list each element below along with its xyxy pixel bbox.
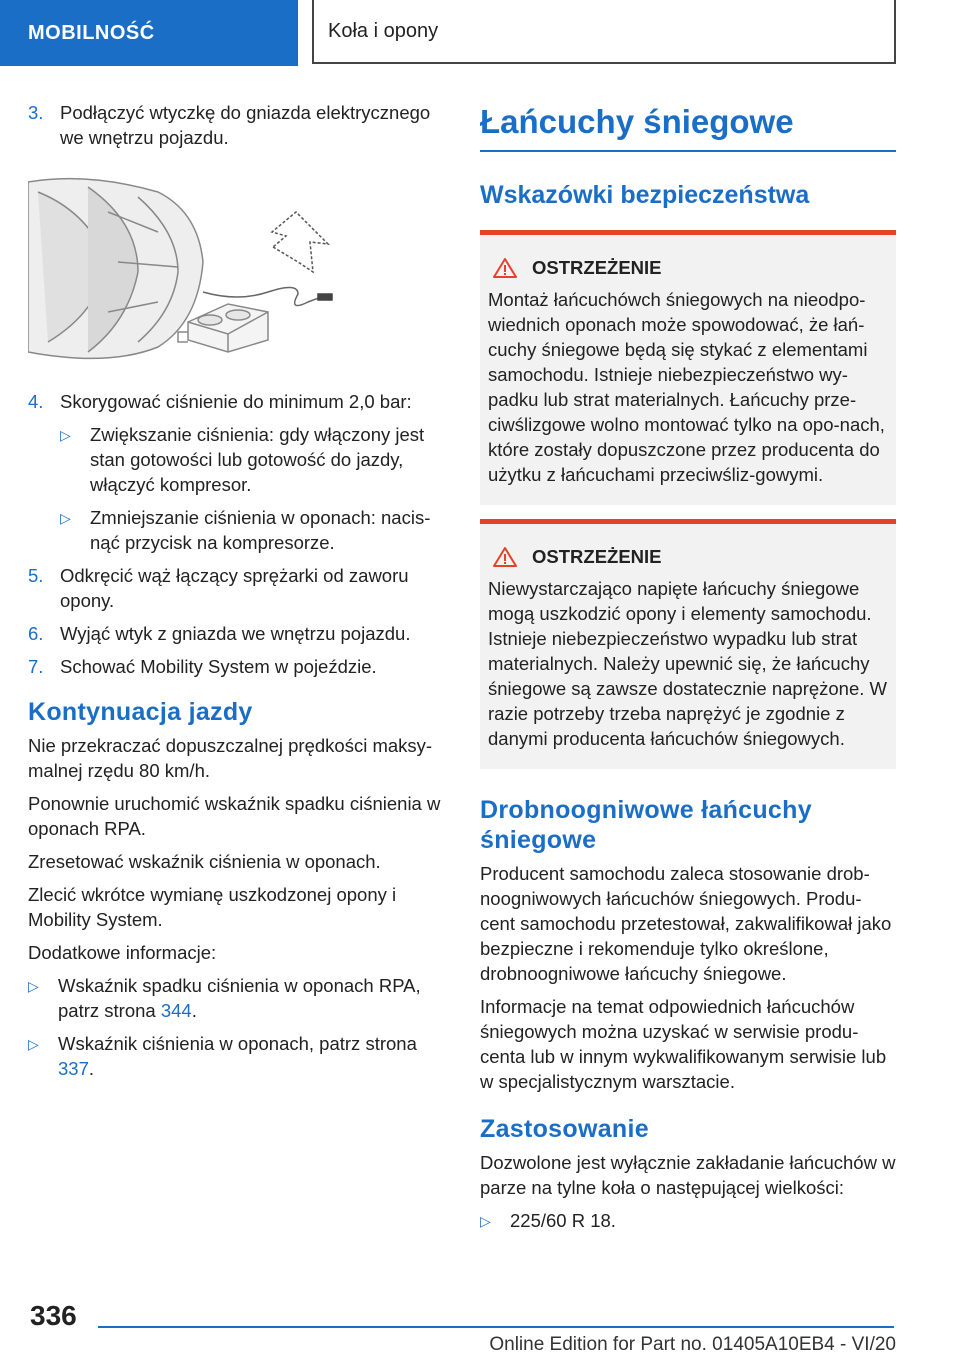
list-item-text: Zmniejszanie ciśnienia w oponach: nacis‐nąć przycisk na kompresorze. (90, 507, 431, 553)
paragraph: Zresetować wskaźnik ciśnienia w oponach. (28, 851, 381, 872)
list-item (480, 1208, 896, 1234)
section-heading: Kontynuacja jazdy (28, 698, 253, 726)
section-tab[interactable] (0, 0, 298, 66)
compressor-illustration (28, 172, 446, 362)
triangle-bullet-icon: ▷ (60, 510, 71, 526)
step-number: 6. (28, 623, 44, 644)
triangle-bullet-icon: ▷ (28, 978, 39, 994)
list-item (28, 1031, 446, 1081)
step-text: Skorygować ciśnienie do minimum 2,0 bar: (60, 391, 412, 412)
step-number: 7. (28, 656, 44, 677)
right-column (480, 100, 896, 1242)
triangle-bullet-icon: ▷ (28, 1036, 39, 1052)
page-link[interactable]: 344 (160, 1000, 192, 1021)
step-text: Wyjąć wtyk z gniazda we wnętrzu pojazdu. (60, 623, 411, 644)
paragraph: Informacje na temat odpowiednich łańcuchów śniegowych można uzyskać w serwisie produ‐centa lub w innym wykwalifikowanym serwisie lub w specjalistycznym warsztacie. (480, 996, 887, 1092)
left-column (28, 100, 446, 1089)
warning-text: Niewystarczająco napięte łańcuchy śniegowe mogą uszkodzić opony i elementy samochodu. Istnieje niebezpieczeństwo wypadku lub strat materialnych. Należy upewnić się, że łańcuchy śniegowe są zawsze dostatecznie naprężone. W razie potrzeby trzeba naprężyć je zgodnie z danymi producenta łańcuchów śniegowych. (488, 578, 887, 749)
step-3 (28, 100, 446, 150)
section-heading: Drobnoogniwowe łańcuchy śniegowe (480, 796, 812, 854)
section-heading: Wskazówki bezpieczeństwa (480, 181, 810, 209)
paragraph: Producent samochodu zaleca stosowanie drob‐noogniwowych łańcuchów śniegowych. Produ‐cent samochodu przetestował, zakwalifikował jako bezpieczne i rekomenduje tylko określone, drobnoogniwowe łańcuchy śniegowe. (480, 863, 892, 984)
step-number: 3. (28, 102, 44, 123)
edition-label: Online Edition for Part no. 01405A10EB4 - VI/20 (489, 1334, 896, 1355)
warning-title (488, 546, 888, 568)
page-number: 336 (30, 1300, 77, 1331)
step-text: Schować Mobility System w pojeździe. (60, 656, 377, 677)
step-number: 4. (28, 391, 44, 412)
warning-box (480, 519, 896, 769)
reference-text: Wskaźnik spadku ciśnienia w oponach RPA, patrz strona (58, 975, 421, 1021)
warning-triangle-icon (492, 257, 518, 279)
triangle-bullet-icon: ▷ (480, 1213, 491, 1229)
paragraph: Nie przekraczać dopuszczalnej prędkości maksy‐malnej rzędu 80 km/h. (28, 735, 433, 781)
triangle-bullet-icon: ▷ (60, 427, 71, 443)
warning-title-text: OSTRZEŻENIE (532, 546, 662, 567)
step-text: Podłączyć wtyczkę do gniazda elektrycznego we wnętrzu pojazdu. (60, 102, 431, 148)
warning-box (480, 230, 896, 505)
paragraph: Dodatkowe informacje: (28, 942, 217, 963)
chapter-header (312, 0, 896, 64)
reference-text: Wskaźnik ciśnienia w oponach, patrz strona (58, 1033, 417, 1054)
section-heading: Zastosowanie (480, 1115, 649, 1143)
step-5 (28, 563, 446, 613)
list-item (28, 505, 446, 555)
paragraph: Ponownie uruchomić wskaźnik spadku ciśnienia w oponach RPA. (28, 793, 441, 839)
section-label: MOBILNOŚĆ (28, 21, 155, 44)
chapter-label: Koła i opony (328, 19, 439, 42)
warning-triangle-icon (492, 546, 518, 568)
list-item (28, 422, 446, 497)
warning-text: Montaż łańcuchówch śniegowych na nieodpo‐wiednich oponach może spowodować, że łań‐cuchy śniegowe będą się stykać z elementami samochodu. Istnieje niebezpieczeństwo wy‐padku lub strat materialnych. Łańcuchy prze‐ciwślizgowe wolno montować tylko na opo‐nach, które zostały dopuszczone przez producenta do użytku z łańcuchami przeciwśliz‐gowymi. (488, 289, 885, 485)
list-item-text: 225/60 R 18. (510, 1210, 616, 1231)
paragraph: Zlecić wkrótce wymianę uszkodzonej opony i Mobility System. (28, 884, 397, 930)
page-link[interactable]: 337 (58, 1058, 89, 1079)
page-title: Łańcuchy śniegowe (480, 100, 896, 152)
list-item-text: Wskaźnik spadku ciśnienia w oponach RPA, patrz strona 344. (58, 975, 421, 1021)
step-number: 5. (28, 565, 44, 586)
paragraph: Dozwolone jest wyłącznie zakładanie łańcuchów w parze na tylne koła o następującej wielkości: (480, 1152, 896, 1198)
list-item-text: Wskaźnik ciśnienia w oponach, patrz strona 337. (58, 1033, 417, 1079)
step-7 (28, 654, 446, 679)
step-6 (28, 621, 446, 646)
step-text: Odkręcić wąż łączący sprężarki od zaworu opony. (60, 565, 409, 611)
footer-divider (98, 1326, 894, 1328)
warning-title (488, 257, 888, 279)
list-item-text: Zwiększanie ciśnienia: gdy włączony jest stan gotowości lub gotowość do jazdy, włączyć kompresor. (90, 424, 425, 495)
list-item (28, 973, 446, 1023)
warning-title-text: OSTRZEŻENIE (532, 257, 662, 278)
step-4 (28, 389, 446, 414)
